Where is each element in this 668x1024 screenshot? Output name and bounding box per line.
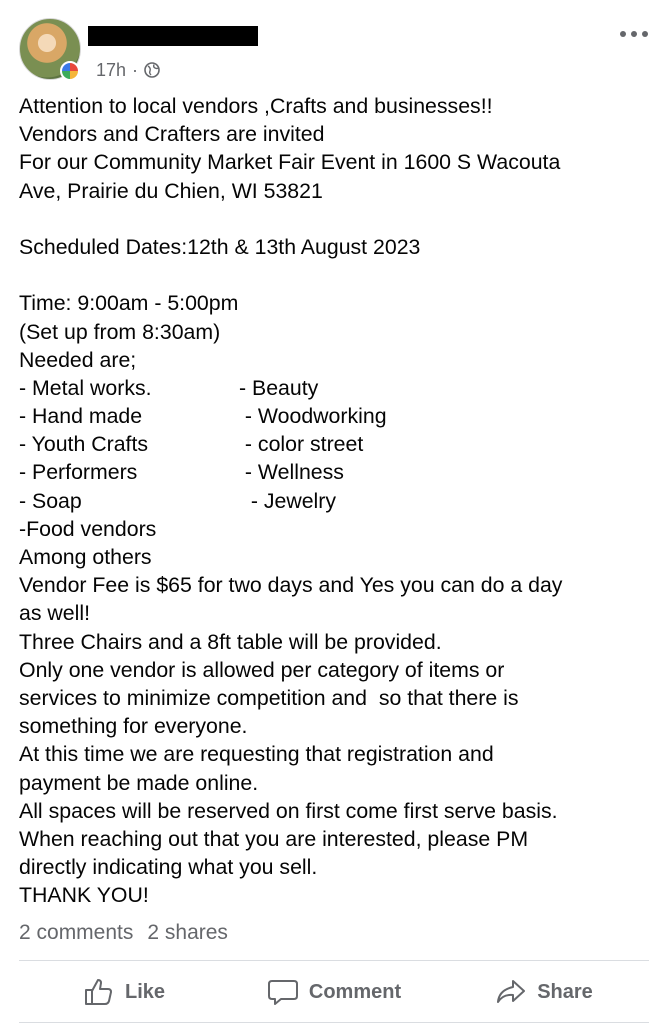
category-item: - Performers — [19, 460, 138, 485]
category-item: - color street — [239, 432, 364, 457]
post-text — [19, 92, 649, 909]
post-text-line: -Food vendors — [19, 516, 157, 541]
post-text-line: At this time we are requesting that registration and — [19, 742, 494, 767]
post-actions — [19, 962, 649, 1022]
category-item: - Woodworking — [239, 404, 387, 429]
post-text-line: services to minimize competition and so that there is — [19, 685, 519, 710]
category-list — [19, 374, 649, 515]
post-text-line — [19, 205, 649, 233]
post-text-line: For our Community Market Fair Event in 1600 S Wacouta — [19, 150, 561, 175]
like-label: Like — [124, 980, 166, 1003]
shares-count[interactable]: 2 shares — [147, 921, 228, 944]
post-stats — [19, 921, 228, 945]
comment-bubble-icon — [267, 976, 299, 1008]
post-text-line: as well! — [19, 601, 91, 626]
post-text-line: Scheduled Dates:12th & 13th August 2023 — [19, 234, 421, 259]
comments-count[interactable]: 2 comments — [19, 921, 134, 944]
post-text-line: Only one vendor is allowed per category of items or — [19, 657, 505, 682]
category-row — [19, 430, 649, 458]
post-text-line: Among others — [19, 545, 152, 569]
globe-icon — [144, 62, 160, 78]
post-text-line: All spaces will be reserved on first come first serve basis. — [19, 798, 558, 823]
post-text-line: Three Chairs and a 8ft table will be provided. — [19, 629, 442, 654]
post-text-line: THANK YOU! — [19, 883, 149, 908]
more-options-icon[interactable] — [620, 26, 648, 42]
post-text-line: payment be made online. — [19, 770, 259, 795]
category-row — [19, 458, 649, 486]
comment-button[interactable] — [229, 962, 439, 1022]
category-item: - Youth Crafts — [19, 432, 149, 457]
share-button[interactable] — [439, 962, 649, 1022]
thumbs-up-icon — [83, 976, 115, 1008]
category-item: - Hand made — [19, 404, 143, 429]
post-text-line: directly indicating what you sell. — [19, 855, 318, 880]
share-label: Share — [537, 980, 593, 1003]
category-item: - Jewelry — [239, 488, 337, 513]
divider-bottom — [19, 1022, 649, 1023]
category-item: - Soap — [19, 488, 82, 513]
category-item: - Beauty — [239, 375, 319, 400]
category-row — [19, 487, 649, 515]
post-meta — [96, 58, 160, 82]
like-button[interactable] — [19, 962, 229, 1022]
post-text-details — [19, 515, 649, 910]
post-text-line: Ave, Prairie du Chien, WI 53821 — [19, 178, 323, 203]
post-timestamp[interactable]: 17h — [96, 59, 127, 80]
category-item: - Metal works. — [19, 375, 152, 400]
post-text-line: Attention to local vendors ,Crafts and businesses!! — [19, 94, 493, 118]
post-text-line: something for everyone. — [19, 714, 248, 739]
post-text-line: Time: 9:00am - 5:00pm — [19, 291, 239, 316]
category-row — [19, 402, 649, 430]
author-name-redacted[interactable] — [88, 26, 258, 46]
post-text-line — [19, 261, 649, 289]
divider-top — [19, 960, 649, 961]
post-text-line: Needed are; — [19, 347, 137, 372]
post-header — [0, 0, 668, 92]
category-item: - Wellness — [239, 460, 344, 485]
post-text-line: Vendor Fee is $65 for two days and Yes you can do a day — [19, 573, 563, 598]
post-text-intro — [19, 92, 649, 374]
meta-separator: · — [132, 59, 139, 80]
post-text-line: When reaching out that you are interested, please PM — [19, 826, 529, 851]
avatar-story-badge — [60, 61, 80, 81]
category-row — [19, 374, 649, 402]
post-text-line: Vendors and Crafters are invited — [19, 122, 325, 147]
share-arrow-icon — [495, 976, 527, 1008]
comment-label: Comment — [308, 980, 402, 1003]
post-text-line: (Set up from 8:30am) — [19, 319, 221, 344]
